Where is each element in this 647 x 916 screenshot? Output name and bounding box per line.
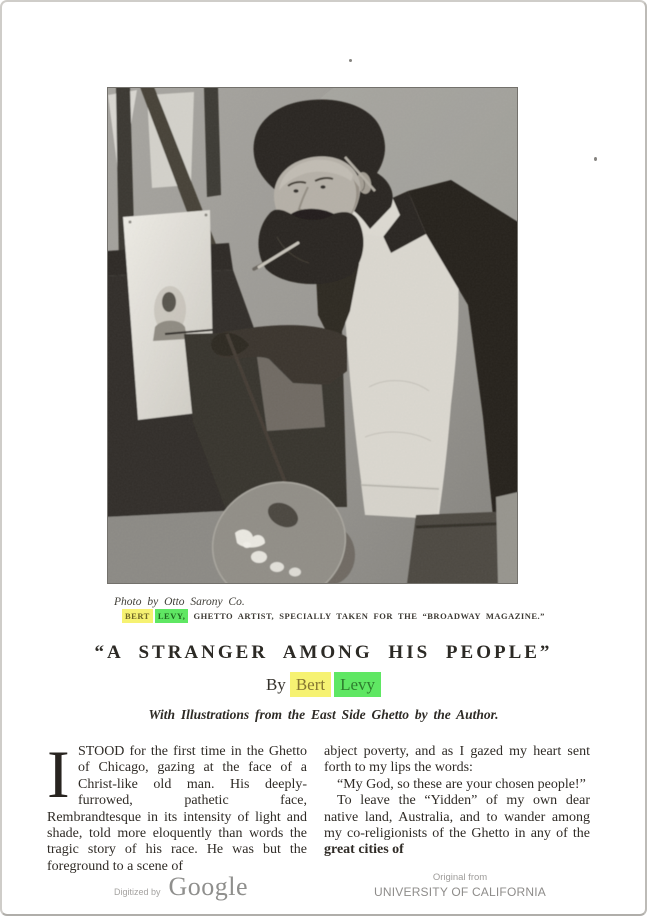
right-paragraph-2: “My God, so these are your chosen people!” [337, 776, 586, 792]
caption-text: GHETTO ARTIST, SPECIALLY TAKEN FOR THE “BROADWAY MAGAZINE.” [193, 611, 545, 621]
article-subtitle: With Illustrations from the East Side Ghetto by the Author. [148, 707, 499, 722]
left-column [47, 736, 307, 875]
byline-first-highlight[interactable]: Bert [290, 672, 331, 697]
highlight-levy[interactable]: LEVY, [155, 609, 188, 623]
highlight-bert[interactable]: BERT [122, 609, 153, 623]
institution-label: UNIVERSITY OF CALIFORNIA [374, 885, 546, 899]
google-logo[interactable]: Google [168, 872, 249, 901]
right-paragraph-1: abject poverty, and as I gazed my heart sent forth to my lips the words: [324, 744, 590, 776]
left-paragraph [47, 736, 307, 875]
byline [2, 675, 645, 695]
right-paragraph-3-emphasis: great cities of [324, 842, 404, 858]
digitized-by-label: Digitized by [114, 887, 161, 897]
article-title: “A STRANGER AMONG HIS PEOPLE” [94, 642, 553, 663]
provenance-block [370, 872, 550, 899]
original-from-label: Original from [432, 872, 488, 883]
scan-speck [349, 59, 352, 62]
byline-prefix: By [265, 675, 286, 694]
drop-cap: I [47, 736, 70, 812]
left-column-text: STOOD for the first time in the Ghetto of Chicago, gazing at the face of a Christ-like old man. His deeply-furrowed, pathetic face, Rembrandtesque in its intensity of light and shade, told more eloquently than words the tragic story of his race. He was but the foreground to a scene of [47, 744, 307, 874]
right-paragraph-3-text: To leave the “Yidden” of my own dear native land, Australia, and to wander among my co-religionists of the Ghetto in any of the [324, 793, 590, 842]
right-column [324, 744, 590, 859]
digitized-by-block [114, 874, 248, 900]
right-paragraph-3 [324, 793, 590, 859]
portrait-photo [107, 87, 518, 584]
scan-speck [594, 157, 597, 161]
byline-last-highlight[interactable]: Levy [334, 672, 381, 697]
photo-credit: Photo by Otto Sarony Co. [114, 596, 245, 608]
photo-caption [122, 611, 545, 621]
